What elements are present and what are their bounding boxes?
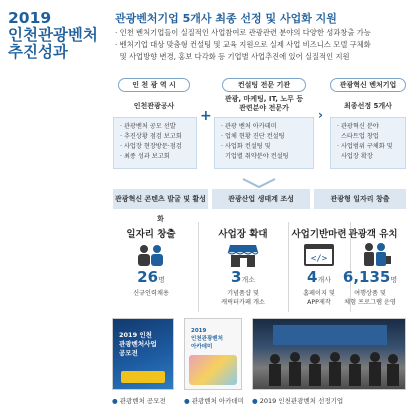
chevron-down-row: [113, 174, 406, 186]
outcome-band: 관광산업 생태계 조성: [212, 189, 310, 209]
academy-poster-image: 2019 인천관광벤처 아카데미: [184, 318, 242, 390]
headline: 관광벤처기업 5개사 최종 선정 및 사업화 지원: [115, 12, 337, 25]
title-line-1: 인천관광벤처: [8, 26, 98, 44]
photo-caption: ● 관광벤처 공모전: [112, 397, 166, 405]
column-3-item: · 사업범위 구체화 및: [337, 143, 393, 150]
column-3-header: 관광혁신 벤처기업: [330, 78, 406, 92]
column-3-item: · 관광혁신 분야: [337, 123, 379, 130]
bullet-2: · 벤처기업 대상 맞춤형 컨설팅 및 교육 지원으로 실제 사업 비즈니스 모델 구체화: [115, 40, 371, 49]
section-title: [8, 10, 98, 61]
code-window-icon: [302, 242, 336, 268]
stat-title: 사업장 확대: [218, 229, 268, 240]
contest-poster-image: 2019 인천 관광벤처사업 공모전: [112, 318, 174, 390]
column-2-box: [214, 117, 314, 169]
column-1-header: 인 천 광 역 시: [118, 78, 190, 92]
column-3-item: 스타트업 창업: [340, 133, 379, 140]
stat-title: 사업기반마련: [291, 229, 347, 240]
photo-caption: ● 2019 인천관광벤처 선정기업: [252, 397, 344, 405]
group-photo-people: [253, 319, 406, 390]
stat-value: 26명: [137, 268, 165, 286]
column-3-box: [330, 117, 406, 169]
column-2-item: 기업별 취약분야 컨설팅: [224, 153, 289, 160]
stat-value: 3개소: [231, 268, 255, 286]
photo-caption: ● 관광벤처 아카데미: [184, 397, 245, 405]
poster-badge: [121, 371, 165, 383]
outcome-band: 관광혁신 콘텐츠 발굴 및 활성화: [113, 189, 208, 209]
column-2-item: · 업체 현황 진단 컨설팅: [221, 133, 285, 140]
column-1-box: [113, 117, 197, 169]
stat-title: 일자리 창출: [126, 229, 176, 240]
group-photo-image: [252, 318, 406, 390]
plus-icon: +: [200, 108, 212, 124]
stat-desc: 여행상품 및 체험 프로그램 운영: [344, 290, 396, 306]
poster-illustration: [189, 355, 237, 385]
column-2-item: · 관광 벤처 아카데미: [221, 123, 277, 130]
bullet-list: [115, 27, 405, 63]
stat-value: 4개사: [307, 268, 331, 286]
column-1-item: · 사업장 현장방문·점검: [120, 143, 182, 150]
column-2-sub: 관광, 마케팅, IT, 노무 등 관련분야 전문가: [224, 95, 304, 112]
stat-title: 관광객 유치: [348, 229, 398, 240]
bullet-3: 및 사업방향 변경, 홍보 다각화 등 기업별 사업추진에 있어 실질적인 지원: [115, 52, 350, 61]
arrow-right-icon: ›: [318, 108, 323, 122]
tourists-icon: [358, 242, 392, 268]
column-2-header: 컨설팅 전문 기관: [222, 78, 306, 92]
svg-text:</>: </>: [310, 254, 328, 264]
bullet-1: · 인천 벤처기업들이 실질적인 사업참여로 관광관련 분야의 다양한 성과창출 가능: [115, 28, 371, 37]
column-1-item: · 추진상황 점검 보고회: [120, 133, 182, 140]
stat-desc: 홈페이지 및 APP제작: [303, 290, 335, 306]
chevron-down-icon: [113, 177, 406, 189]
column-3-item: 사업장 확장: [340, 153, 373, 160]
storefront-icon: [226, 242, 260, 268]
title-line-2: 추진성과: [8, 43, 68, 61]
column-3-sub: 최종선정 5개사: [344, 102, 392, 110]
stat-value: 6,135명: [342, 268, 398, 286]
title-year: 2019: [8, 9, 52, 27]
column-2-item: · 사업화 컨설팅 및: [221, 143, 271, 150]
people-icon: [134, 242, 168, 268]
stat-desc: 신규인력채용: [133, 290, 169, 297]
stat-desc: 기념품샵 및 캐릭터카페 개소: [221, 290, 265, 306]
column-1-item: · 관광벤처 공모 선발: [120, 123, 176, 130]
column-1-item: · 최종 성과 보고회: [120, 153, 170, 160]
column-1-sub: 인천관광공사: [133, 102, 175, 110]
outcome-band: 관광형 일자리 창출: [314, 189, 406, 209]
